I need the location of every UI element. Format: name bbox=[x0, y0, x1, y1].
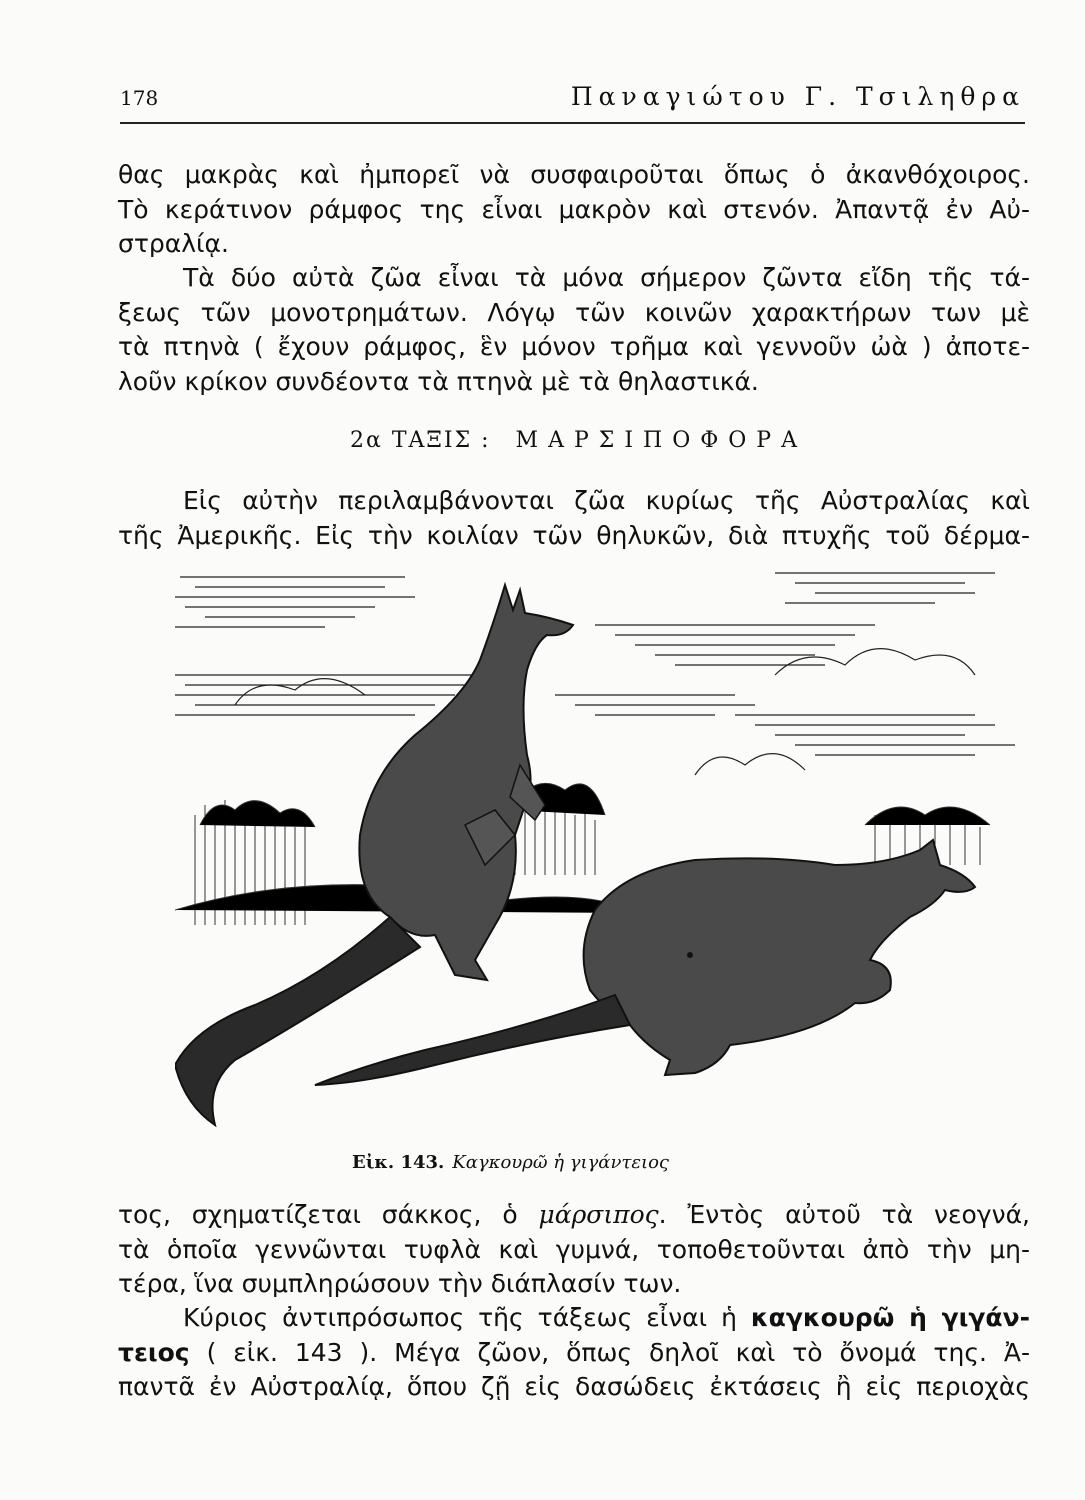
page-header bbox=[120, 82, 1025, 124]
paragraph-1 bbox=[118, 158, 1030, 262]
page-number: 178 bbox=[120, 86, 159, 110]
text-line: θας μακρὰς καὶ ἠμπορεῖ νὰ συσφαιροῦται ὅπως ὁ ἀκανθόχοιρος. bbox=[118, 160, 1030, 189]
section-heading bbox=[350, 428, 807, 453]
text-line: τὰ πτηνὰ ( ἔχουν ράμφος, ἓν μόνον τρῆμα καὶ γεννοῦν ὠὰ ) ἀποτε- bbox=[118, 332, 1030, 361]
kangaroo-illustration bbox=[175, 565, 1025, 1135]
text-line bbox=[118, 1301, 1030, 1336]
text-line: ξεως τῶν μονοτρημάτων. Λόγῳ τῶν κοινῶν χαρακτήρων των μὲ bbox=[118, 297, 1030, 327]
header-rule bbox=[120, 122, 1025, 124]
text-line: Εἰς αὐτὴν περιλαμβάνονται ζῶα κυρίως τῆς Αὐστραλίας καὶ bbox=[183, 486, 1030, 515]
figure-caption bbox=[352, 1152, 669, 1173]
term-marsipos: μάρσιπος bbox=[538, 1200, 659, 1229]
text-segment: ( εἰκ. 143 ). Μέγα ζῶον, ὅπως δηλοῖ καὶ τὸ ὄνομά της. Ἀ- bbox=[206, 1337, 1031, 1367]
text-line: τῆς Ἀμερικῆς. Εἰς τὴν κοιλίαν τῶν θηλυκῶν, διὰ πτυχῆς τοῦ δέρμα- bbox=[118, 520, 1030, 550]
text-segment: τος, σχηματίζεται σάκκος, ὁ bbox=[118, 1200, 518, 1229]
species-name-end: τειος bbox=[118, 1337, 190, 1367]
text-line: Τὰ δύο αὐτὰ ζῶα εἶναι τὰ μόνα σήμερον ζῶντα εἴδη τῆς τά- bbox=[183, 263, 1030, 292]
figure-caption-text: Καγκουρῶ ἡ γιγάντειος bbox=[452, 1152, 669, 1173]
section-number: 2α ΤΑΞΙΣ : bbox=[350, 428, 491, 453]
paragraph-5 bbox=[118, 1301, 1030, 1405]
running-head: Παναγιώτου Γ. Τσιληθρα bbox=[570, 82, 1025, 111]
paragraph-3 bbox=[118, 484, 1030, 553]
species-name: καγκουρῶ ἡ γιγάν- bbox=[750, 1303, 1030, 1332]
text-line: τέρα, ἵνα συμπληρώσουν τὴν διάπλασίν των. bbox=[118, 1269, 682, 1298]
text-line: Τὸ κεράτινον ράμφος της εἶναι μακρὸν καὶ στενόν. Ἀπαντᾷ ἐν Αὐ- bbox=[118, 194, 1030, 224]
figure-label: Εἰκ. 143. bbox=[352, 1152, 445, 1173]
section-title: ΜΑΡΣΙΠΟΦΟΡΑ bbox=[515, 428, 807, 453]
text-line: στραλίᾳ. bbox=[118, 229, 229, 258]
paragraph-2 bbox=[118, 261, 1030, 399]
text-segment: . Ἐντὸς αὐτοῦ τὰ νεογνά, bbox=[658, 1200, 1030, 1229]
text-line: παντᾶ ἐν Αὐστραλίᾳ, ὅπου ζῇ εἰς δασώδεις ἐκτάσεις ἢ εἰς περιοχὰς bbox=[118, 1372, 1030, 1401]
text-line bbox=[118, 1198, 1030, 1233]
text-line: τὰ ὁποῖα γεννῶνται τυφλὰ καὶ γυμνά, τοποθετοῦνται ἀπὸ τὴν μη- bbox=[118, 1234, 1030, 1264]
text-line: λοῦν κρίκον συνδέοντα τὰ πτηνὰ μὲ τὰ θηλαστικά. bbox=[118, 366, 759, 396]
text-segment: Κύριος ἀντιπρόσωπος τῆς τάξεως εἶναι ἡ bbox=[183, 1303, 737, 1332]
text-line bbox=[118, 1336, 1030, 1371]
paragraph-4 bbox=[118, 1198, 1030, 1302]
